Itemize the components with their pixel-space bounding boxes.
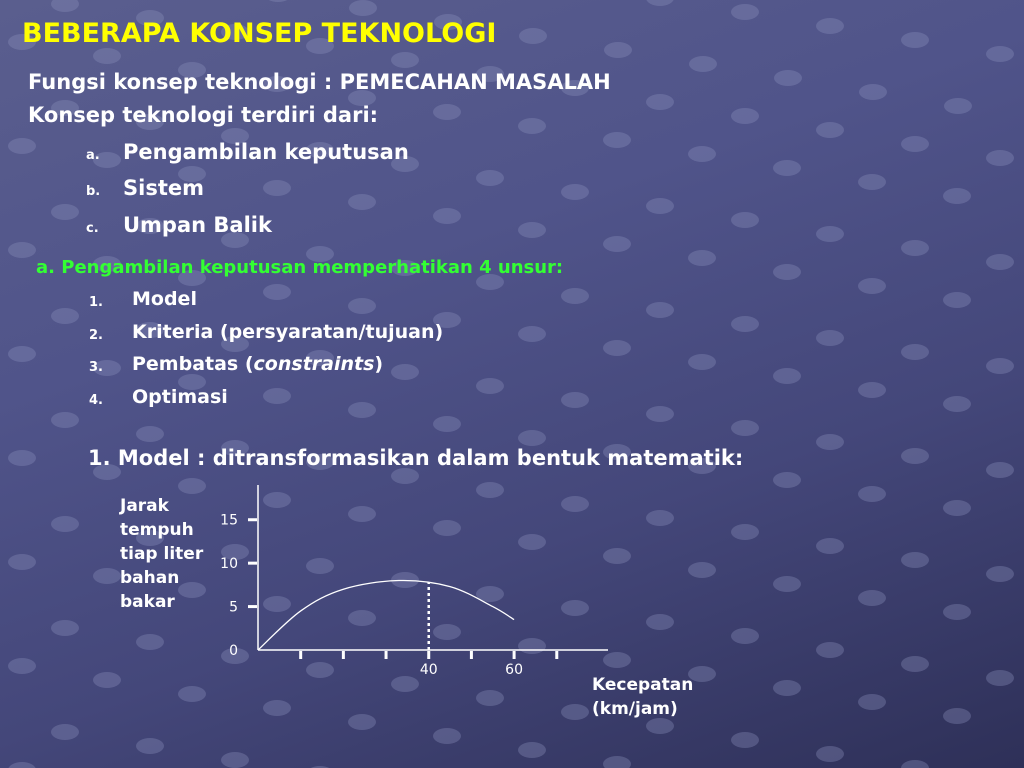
background-dot (901, 240, 929, 256)
chart-y-tick-label: 5 (229, 599, 238, 616)
background-dot (646, 406, 674, 422)
background-dot (858, 590, 886, 606)
element-criteria: Kriteria (persyaratan/tujuan) (132, 321, 444, 343)
background-dot (51, 724, 79, 740)
background-dot (773, 368, 801, 384)
background-dot (476, 378, 504, 394)
background-dot (731, 732, 759, 748)
element-num-3: 3. (89, 360, 103, 375)
chart-x-axis-label: Kecepatan (km/jam) (592, 675, 694, 719)
chart-y-tick-label: 15 (220, 512, 238, 529)
background-dot (858, 694, 886, 710)
background-dot (136, 738, 164, 754)
chart-x-tick-label: 40 (419, 662, 438, 678)
background-dot (646, 614, 674, 630)
background-dot (348, 402, 376, 418)
background-dot (8, 346, 36, 362)
background-dot (943, 396, 971, 412)
background-dot (51, 620, 79, 636)
background-dot (603, 236, 631, 252)
background-dot (136, 634, 164, 650)
background-dot (901, 448, 929, 464)
background-dot (8, 138, 36, 154)
chart-y-tick-label: 10 (220, 556, 238, 573)
element-num-1: 1. (89, 295, 103, 310)
background-dot (731, 212, 759, 228)
background-dot (901, 344, 929, 360)
background-dot (391, 52, 419, 68)
background-dot (901, 552, 929, 568)
constraints-italic: constraints (253, 353, 375, 375)
background-dot (476, 170, 504, 186)
background-dot (221, 752, 249, 768)
background-dot (731, 420, 759, 436)
background-dot (646, 510, 674, 526)
background-dot (561, 392, 589, 408)
background-dot (943, 188, 971, 204)
background-dot (51, 0, 79, 12)
background-dot (518, 742, 546, 758)
background-dot (51, 204, 79, 220)
background-dot (773, 680, 801, 696)
background-dot (816, 434, 844, 450)
background-dot (8, 762, 36, 768)
background-dot (646, 94, 674, 110)
background-dot (731, 4, 759, 20)
background-dot (518, 430, 546, 446)
background-dot (433, 208, 461, 224)
background-dot (731, 628, 759, 644)
background-dot (561, 184, 589, 200)
background-dot (816, 122, 844, 138)
background-dot (263, 180, 291, 196)
background-dot (943, 292, 971, 308)
background-dot (773, 264, 801, 280)
background-dot (349, 0, 377, 16)
chart-y-axis-label: Jarak tempuh tiap liter bahan bakar (120, 496, 204, 612)
background-dot (816, 330, 844, 346)
background-dot (518, 222, 546, 238)
chart-y-tick-label: 0 (229, 643, 238, 659)
background-dot (433, 416, 461, 432)
concept-letter-b: b. (86, 184, 101, 199)
background-dot (433, 728, 461, 744)
slide-title: BEBERAPA KONSEP TEKNOLOGI (22, 18, 497, 49)
background-dot (816, 18, 844, 34)
background-dot (986, 670, 1014, 686)
element-constraints (132, 353, 383, 375)
background-dot (93, 48, 121, 64)
background-dot (986, 150, 1014, 166)
background-dot (348, 298, 376, 314)
background-dot (348, 714, 376, 730)
chart-x-tick-label: 60 (505, 662, 524, 678)
background-dot (773, 576, 801, 592)
background-dot (603, 340, 631, 356)
background-dot (561, 704, 589, 720)
model-line: 1. Model : ditransformasikan dalam bentuk matematik: (88, 446, 744, 470)
background-dot (986, 462, 1014, 478)
background-dot (943, 708, 971, 724)
background-dot (731, 108, 759, 124)
background-dot (774, 70, 802, 86)
background-dot (518, 326, 546, 342)
background-dot (688, 562, 716, 578)
background-dot (348, 194, 376, 210)
background-dot (731, 524, 759, 540)
background-dot (8, 450, 36, 466)
concept-letter-c: c. (86, 221, 99, 236)
background-dot (263, 388, 291, 404)
background-dot (731, 316, 759, 332)
background-dot (603, 756, 631, 768)
background-dot (943, 604, 971, 620)
background-dot (93, 672, 121, 688)
element-num-4: 4. (89, 393, 103, 408)
background-dot (986, 254, 1014, 270)
background-dot (646, 0, 674, 6)
background-dot (136, 426, 164, 442)
speed-distance-chart (200, 480, 630, 680)
background-dot (858, 278, 886, 294)
background-dot (901, 32, 929, 48)
background-dot (51, 412, 79, 428)
background-dot (476, 690, 504, 706)
element-optimization: Optimasi (132, 386, 228, 408)
background-dot (816, 538, 844, 554)
background-dot (944, 98, 972, 114)
function-line: Fungsi konsep teknologi : PEMECAHAN MASALAH (28, 70, 611, 94)
background-dot (816, 746, 844, 762)
background-dot (8, 242, 36, 258)
background-dot (603, 132, 631, 148)
background-dot (688, 354, 716, 370)
background-dot (859, 84, 887, 100)
background-dot (943, 500, 971, 516)
background-dot (178, 686, 206, 702)
background-dot (604, 42, 632, 58)
element-num-2: 2. (89, 328, 103, 343)
background-dot (901, 136, 929, 152)
background-dot (51, 516, 79, 532)
concept-feedback: Umpan Balik (123, 213, 272, 237)
background-dot (858, 382, 886, 398)
background-dot (93, 568, 121, 584)
background-dot (8, 658, 36, 674)
background-dot (901, 656, 929, 672)
chart-efficiency-curve (258, 580, 514, 650)
background-dot (688, 250, 716, 266)
constraints-after: ) (374, 353, 384, 375)
background-dot (433, 104, 461, 120)
background-dot (264, 0, 292, 2)
concept-decision: Pengambilan keputusan (123, 140, 409, 164)
background-dot (986, 566, 1014, 582)
decision-heading: a. Pengambilan keputusan memperhatikan 4 unsur: (36, 257, 564, 278)
constraints-before: Pembatas ( (132, 353, 254, 375)
background-dot (816, 642, 844, 658)
consists-line: Konsep teknologi terdiri dari: (28, 103, 379, 127)
background-dot (986, 46, 1014, 62)
background-dot (646, 302, 674, 318)
background-dot (51, 308, 79, 324)
background-dot (519, 28, 547, 44)
background-dot (858, 174, 886, 190)
background-dot (858, 486, 886, 502)
background-dot (986, 358, 1014, 374)
background-dot (8, 554, 36, 570)
element-model: Model (132, 288, 197, 310)
background-dot (689, 56, 717, 72)
background-dot (518, 118, 546, 134)
background-dot (263, 284, 291, 300)
background-dot (263, 700, 291, 716)
background-dot (816, 226, 844, 242)
background-dot (646, 198, 674, 214)
background-dot (773, 472, 801, 488)
background-dot (688, 146, 716, 162)
background-dot (561, 288, 589, 304)
background-dot (901, 760, 929, 768)
background-dot (773, 160, 801, 176)
background-dot (391, 364, 419, 380)
concept-letter-a: a. (86, 148, 100, 163)
concept-system: Sistem (123, 176, 204, 200)
